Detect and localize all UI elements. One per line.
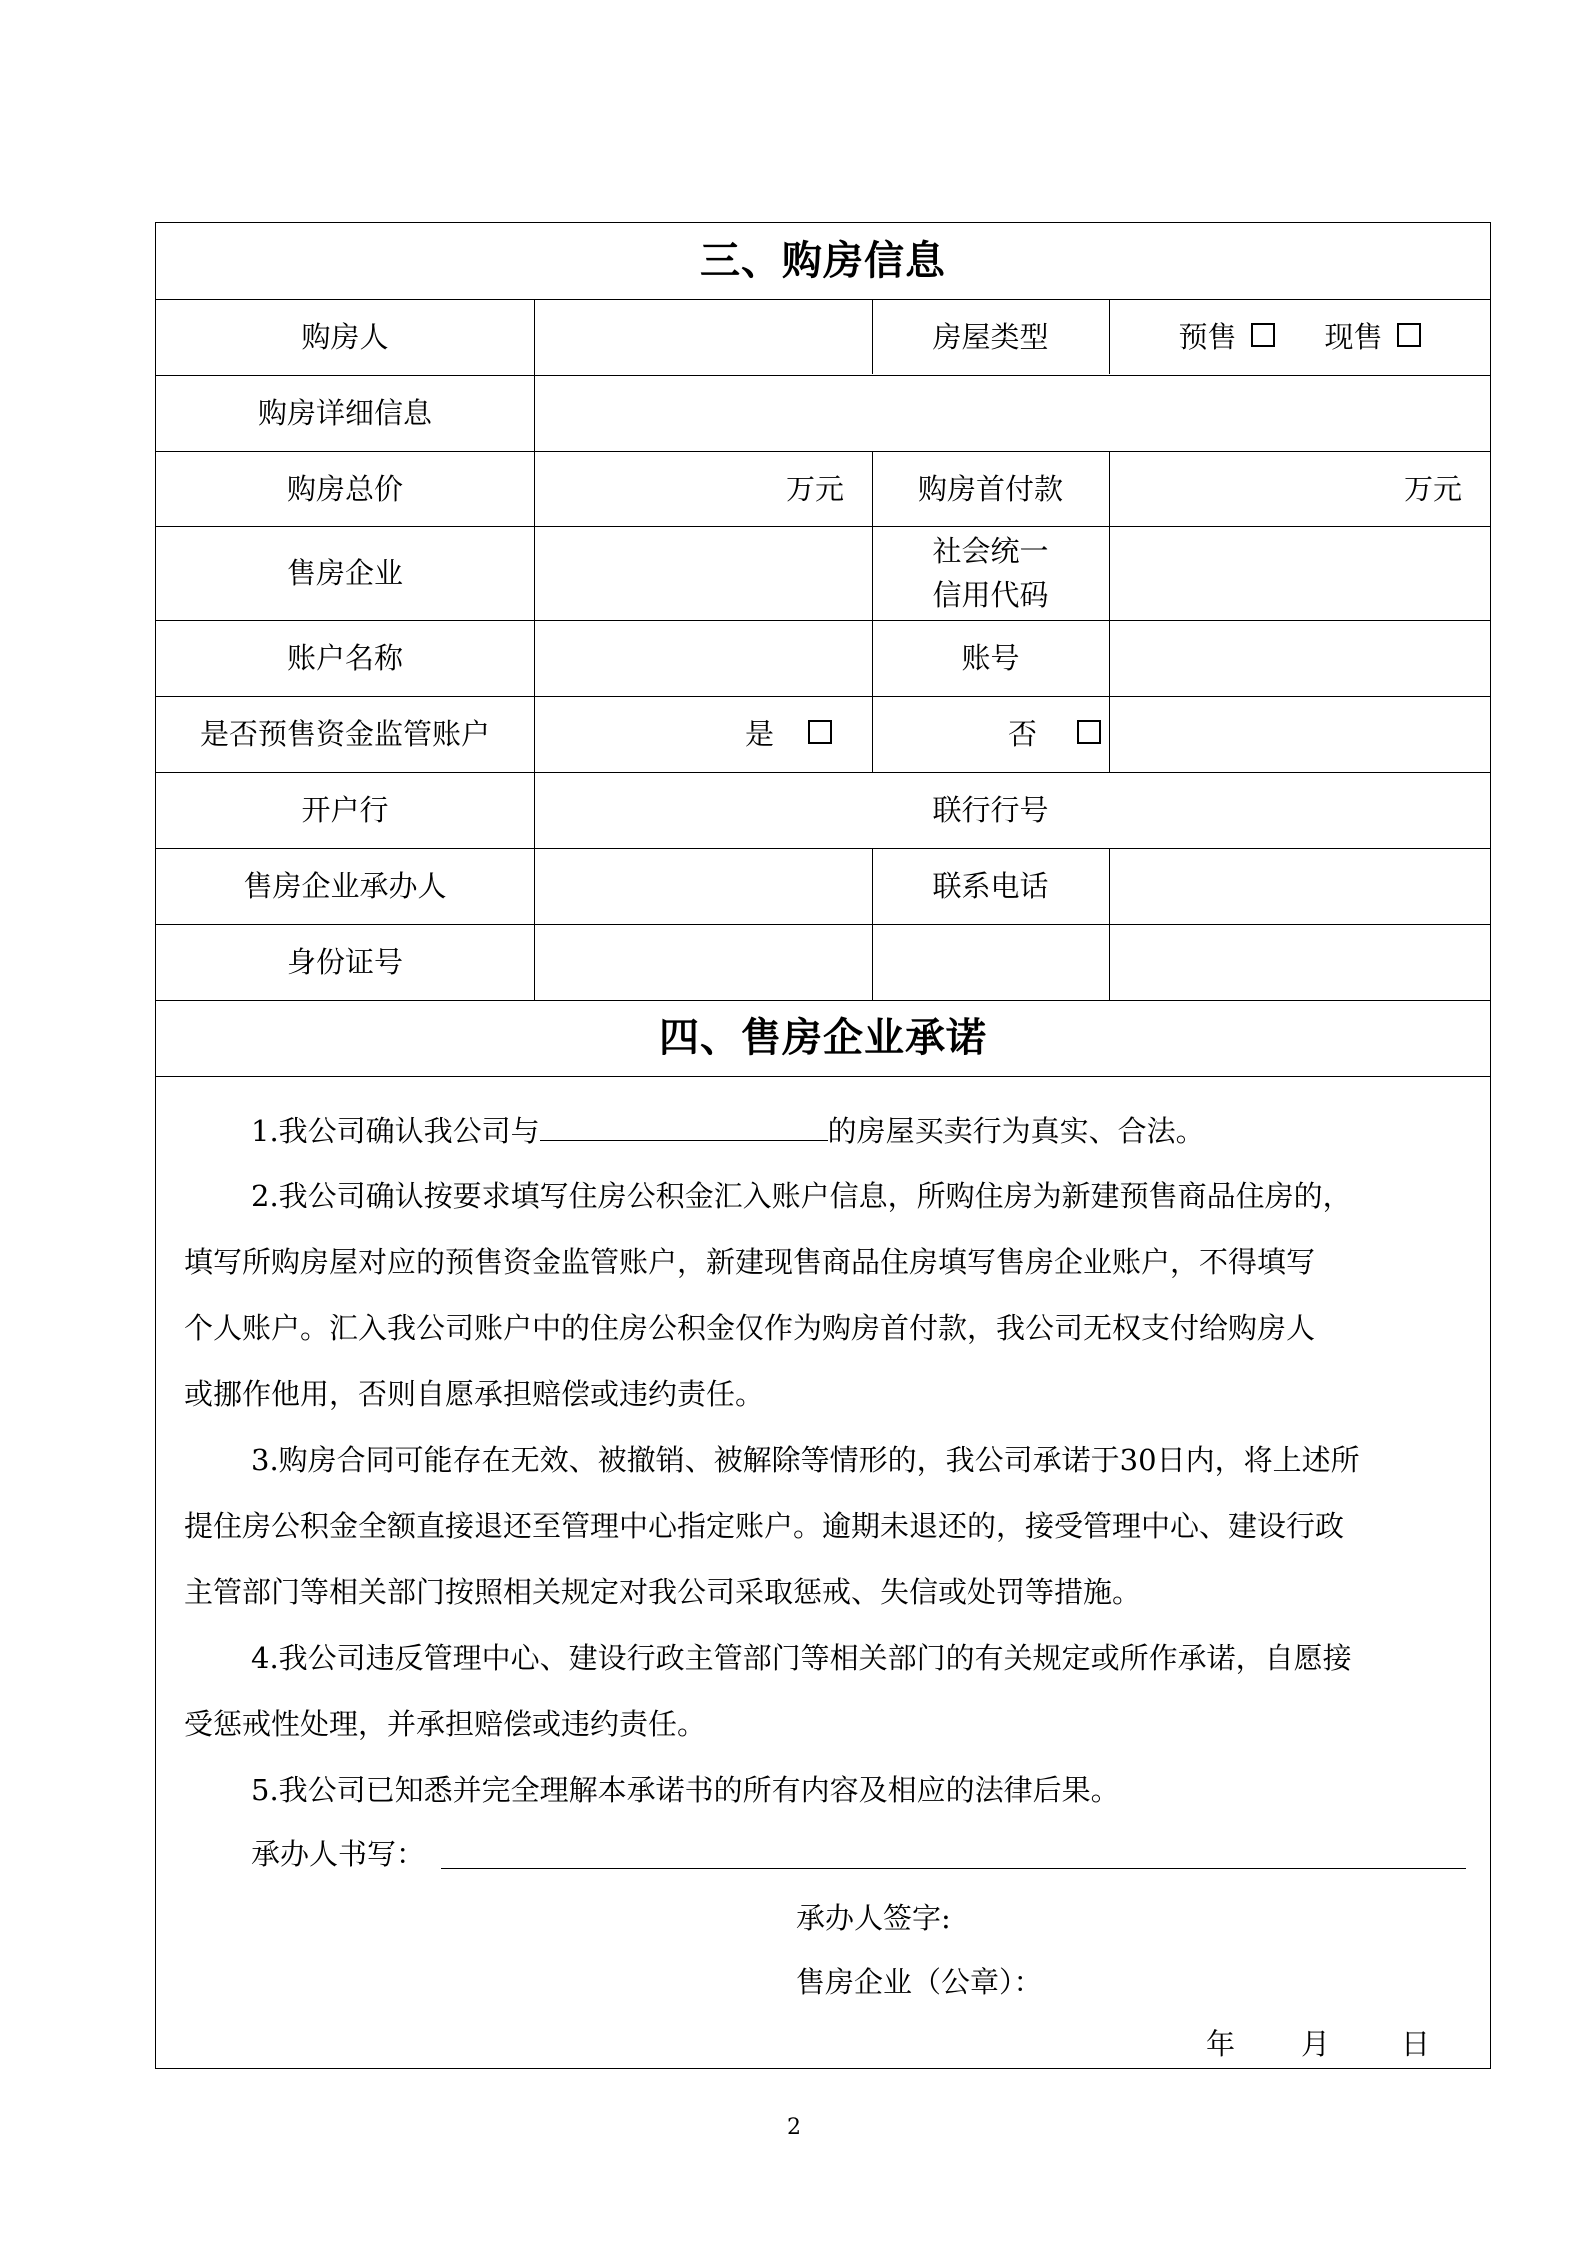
- presale-label: 预售: [1178, 320, 1237, 354]
- date-day-label: 日: [1401, 2027, 1431, 2061]
- page-number: 2: [787, 2115, 801, 2140]
- section3-title: 三、购房信息: [700, 238, 946, 284]
- promise-1-text-start: 1.我公司确认我公司与: [251, 1114, 540, 1148]
- down-payment-label: 购房首付款: [917, 471, 1063, 506]
- account-name-label: 账户名称: [286, 641, 403, 675]
- account-no-field[interactable]: [1109, 620, 1490, 696]
- buyer-label: 购房人: [301, 320, 389, 354]
- id-number-label: 身份证号: [286, 945, 403, 979]
- promise-2-line-1: 2.我公司确认按要求填写住房公积金汇入账户信息，所购住房为新建预售商品住房的，: [251, 1179, 1352, 1213]
- promise-4-line-1: 4.我公司违反管理中心、建设行政主管部门等相关部门的有关规定或所作承诺，自愿接: [251, 1641, 1352, 1675]
- purchase-detail-label: 购房详细信息: [257, 396, 432, 430]
- promise-3-line-3: 主管部门等相关部门按照相关规定对我公司采取惩戒、失信或处罚等措施。: [184, 1575, 1142, 1609]
- account-no-label: 账号: [961, 641, 1020, 675]
- down-payment-field[interactable]: [1109, 451, 1490, 526]
- account-name-field[interactable]: [534, 620, 872, 696]
- date-month-label: 月: [1301, 2027, 1331, 2061]
- promise-4-line-2: 受惩戒性处理，并承担赔偿或违约责任。: [184, 1707, 707, 1741]
- total-price-unit: 万元: [785, 471, 844, 506]
- buyer-name-blank[interactable]: [540, 1110, 828, 1141]
- promise-3-line-2: 提住房公积金全额直接退还至管理中心指定账户。逾期未退还的，接受管理中心、建设行政: [184, 1509, 1345, 1543]
- phone-label: 联系电话: [932, 869, 1049, 903]
- spot-sale-label: 现售: [1324, 320, 1383, 354]
- developer-field[interactable]: [534, 526, 872, 620]
- escrow-no-checkbox[interactable]: [1077, 720, 1101, 744]
- escrow-yes-option: [534, 696, 872, 772]
- handwrite-label: 承办人书写：: [251, 1837, 426, 1871]
- section4-title: 四、售房企业承诺: [659, 1015, 987, 1061]
- promise-5: 5.我公司已知悉并完全理解本承诺书的所有内容及相应的法律后果。: [251, 1773, 1120, 1807]
- bank-field[interactable]: [534, 772, 872, 848]
- down-payment-unit: 万元: [1403, 471, 1462, 506]
- promise-2-line-4: 或挪作他用，否则自愿承担赔偿或违约责任。: [184, 1377, 765, 1411]
- promise-item-1: [251, 1098, 1205, 1164]
- presale-checkbox[interactable]: [1251, 323, 1275, 347]
- promise-3-line-1: 3.购房合同可能存在无效、被撤销、被解除等情形的，我公司承诺于30日内，将上述所: [251, 1443, 1360, 1477]
- bank-code-label: 联行行号: [932, 793, 1049, 827]
- handler-field[interactable]: [534, 848, 872, 924]
- promise-2-line-2: 填写所购房屋对应的预售资金监管账户，新建现售商品住房填写售房企业账户，不得填写: [184, 1245, 1316, 1279]
- credit-code-label: [872, 526, 1109, 620]
- date-year-label: 年: [1206, 2027, 1236, 2061]
- credit-code-field[interactable]: [1109, 526, 1490, 620]
- escrow-no-label: 否: [1007, 717, 1037, 751]
- id-number-field[interactable]: [534, 924, 1490, 1000]
- phone-field[interactable]: [1109, 848, 1490, 924]
- escrow-question-label: 是否预售资金监管账户: [199, 717, 490, 751]
- bank-label: 开户行: [301, 793, 389, 827]
- escrow-yes-checkbox[interactable]: [808, 720, 832, 744]
- escrow-no-option: [872, 696, 1109, 772]
- house-type-label: 房屋类型: [932, 320, 1049, 354]
- handwrite-line[interactable]: [441, 1868, 1466, 1869]
- spot-sale-checkbox[interactable]: [1397, 323, 1421, 347]
- total-price-field[interactable]: [534, 451, 872, 526]
- promise-2-line-3: 个人账户。汇入我公司账户中的住房公积金仅作为购房首付款，我公司无权支付给购房人: [184, 1311, 1316, 1345]
- total-price-label: 购房总价: [286, 471, 403, 506]
- row-divider: [156, 1076, 1490, 1077]
- credit-code-label-line1: 社会统一: [932, 534, 1049, 568]
- promise-1-text-end: 的房屋买卖行为真实、合法。: [827, 1114, 1205, 1148]
- bank-code-field[interactable]: [1109, 772, 1490, 848]
- developer-label: 售房企业: [286, 556, 403, 590]
- escrow-yes-label: 是: [744, 717, 774, 751]
- credit-code-label-line2: 信用代码: [932, 578, 1049, 612]
- handler-signature-label: 承办人签字:: [796, 1901, 951, 1935]
- form-table: [155, 222, 1491, 2069]
- purchase-detail-field[interactable]: [534, 375, 1490, 451]
- company-seal-label: 售房企业（公章）：: [796, 1965, 1043, 1999]
- buyer-field[interactable]: [534, 299, 872, 375]
- house-type-options: [1109, 299, 1490, 375]
- handler-label: 售房企业承办人: [243, 869, 447, 903]
